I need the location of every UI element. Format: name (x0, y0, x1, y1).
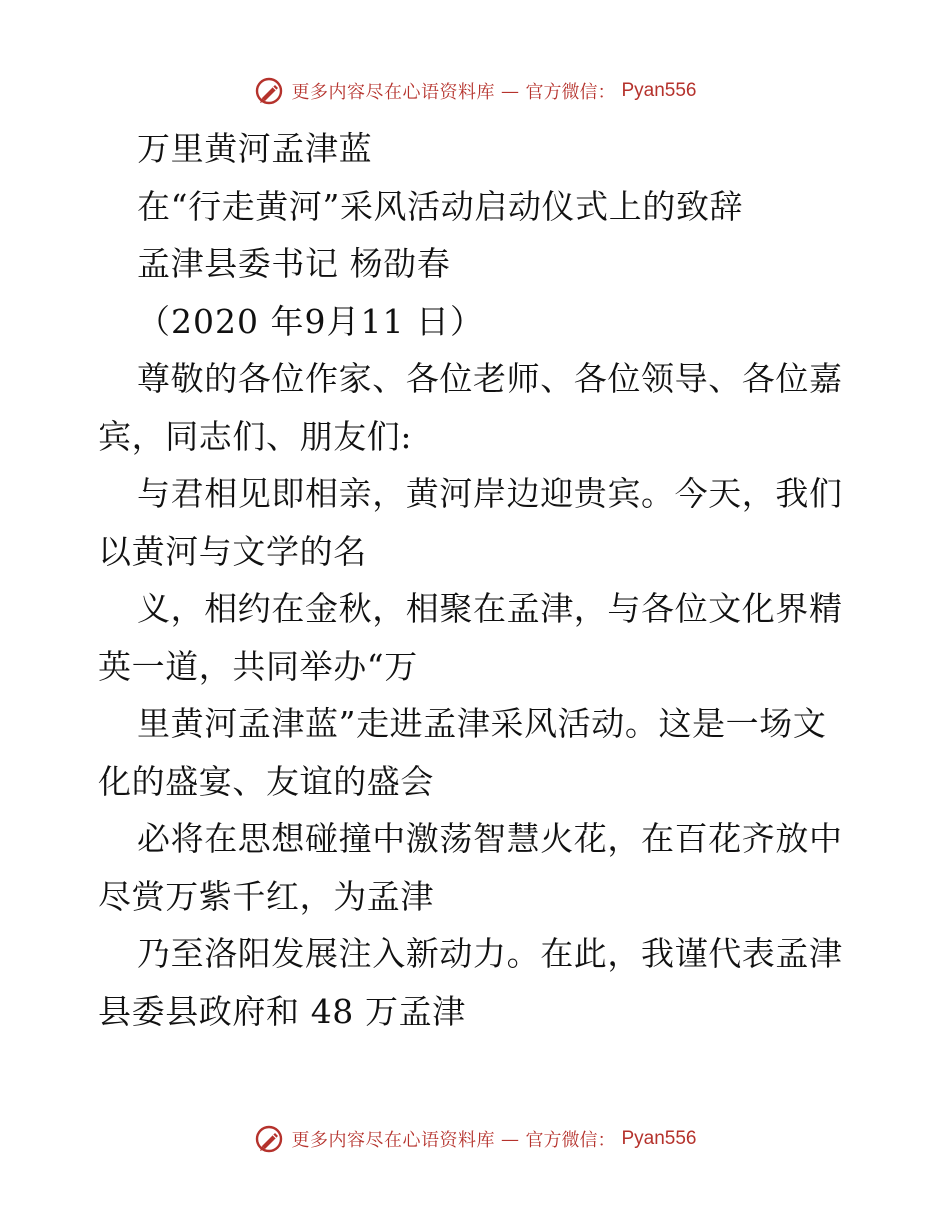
footer-wechat-id: Pyan556 (621, 1128, 697, 1149)
header-wechat-label: 官方微信： (525, 82, 616, 103)
body-line: 尽赏万紫千红，为孟津 (98, 876, 434, 916)
footer-dash: — (500, 1128, 520, 1150)
body-line: 化的盛宴、友谊的盛会 (98, 761, 434, 801)
document-body (98, 120, 858, 1040)
body-line: 与君相见即相亲，黄河岸边迎贵宾。今天，我们 (137, 474, 843, 513)
body-line: 以黄河与文学的名 (98, 531, 367, 571)
body-line: 乃至洛阳发展注入新动力。在此，我谨代表孟津 (137, 934, 843, 973)
body-line: 义，相约在金秋，相聚在孟津，与各位文化界精 (137, 589, 843, 628)
header-wechat-id: Pyan556 (621, 80, 697, 101)
pen-logo-icon (253, 1123, 285, 1155)
body-line: 必将在思想碰撞中激荡智慧火花，在百花齐放中 (137, 819, 843, 858)
body-line: 英一道，共同举办“万 (98, 646, 418, 686)
header-text: 更多内容尽在心语资料库 (291, 82, 495, 103)
footer-wechat-label: 官方微信： (525, 1130, 616, 1151)
header-dash: — (500, 80, 520, 102)
body-line: 宾，同志们、朋友们: (98, 416, 413, 456)
body-line: 里黄河孟津蓝”走进孟津采风活动。这是一场文 (137, 704, 827, 743)
footer-banner (0, 1122, 950, 1156)
body-line: 尊敬的各位作家、各位老师、各位领导、各位嘉 (137, 359, 843, 398)
document-title: 万里黄河孟津蓝 (137, 129, 373, 168)
header-banner (0, 74, 950, 108)
document-subtitle: 在“行走黄河”采风活动启动仪式上的致辞 (137, 186, 744, 226)
document-date: （2020 年9月11 日） (137, 301, 484, 341)
document-author: 孟津县委书记 杨劭春 (137, 244, 451, 283)
body-line: 县委县政府和 48 万孟津 (98, 991, 466, 1031)
pen-logo-icon (253, 75, 285, 107)
footer-text: 更多内容尽在心语资料库 (291, 1130, 495, 1151)
